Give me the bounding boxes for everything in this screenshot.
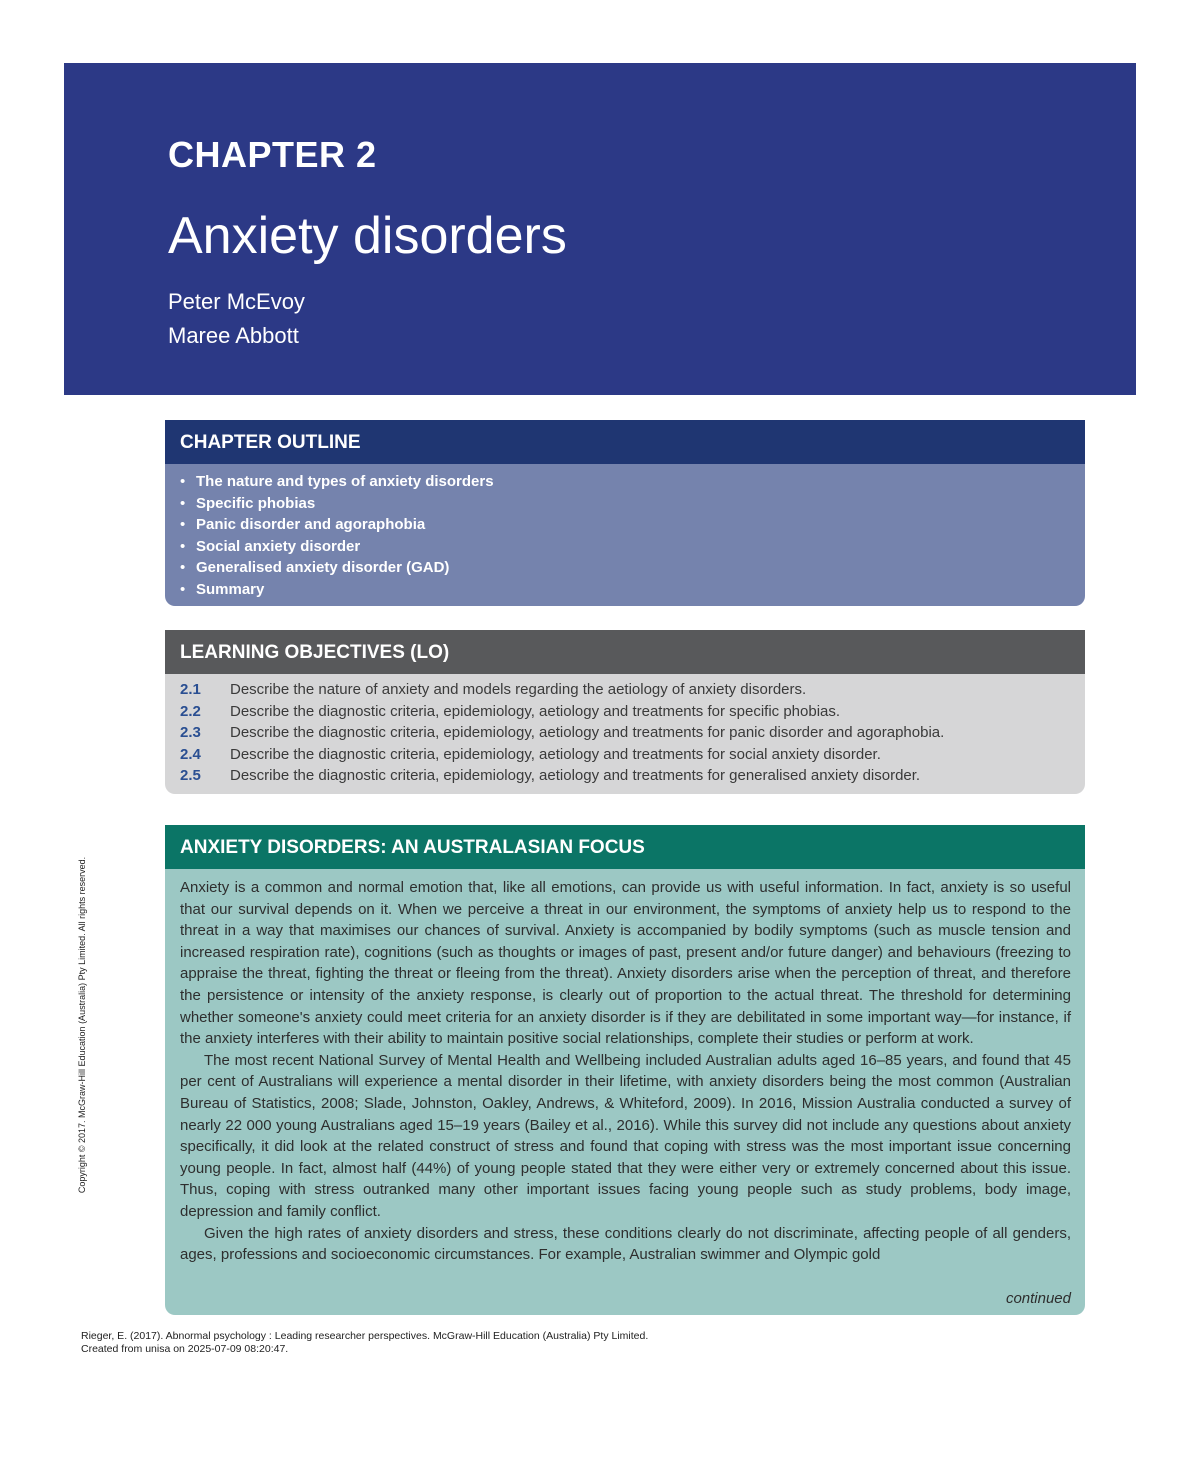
- bullet-icon: •: [180, 559, 186, 577]
- objective-number: 2.5: [180, 767, 201, 785]
- australasian-focus-heading: ANXIETY DISORDERS: AN AUSTRALASIAN FOCUS: [165, 825, 1085, 869]
- objective-row: [180, 701, 1085, 723]
- objective-number: 2.3: [180, 724, 201, 742]
- objective-text: Describe the nature of anxiety and models regarding the aetiology of anxiety disorders.: [230, 681, 807, 698]
- outline-item-text: The nature and types of anxiety disorders: [196, 473, 494, 490]
- footer-citation: Rieger, E. (2017). Abnormal psychology : Leading researcher perspectives. McGraw-Hill Education (Australia) Pty Limited.: [81, 1330, 649, 1342]
- page-footer: [81, 1330, 648, 1356]
- outline-item-text: Summary: [196, 580, 265, 598]
- focus-paragraph: Given the high rates of anxiety disorders and stress, these conditions clearly do not discriminate, affecting people of all genders, ages, professions and socioeconomic circumstances. For example, Australian swimmer and Olympic gold: [180, 1224, 1071, 1264]
- chapter-outline-box: [165, 420, 1085, 606]
- author-name: Maree Abbott: [168, 323, 299, 348]
- author-name: Peter McEvoy: [168, 289, 305, 314]
- australasian-focus-body: [165, 869, 1085, 1266]
- objective-row: [180, 765, 1085, 787]
- learning-objectives-list: [165, 674, 1085, 787]
- bullet-icon: •: [180, 537, 186, 555]
- objective-text: Describe the diagnostic criteria, epidemiology, aetiology and treatments for social anxiety disorder.: [230, 745, 881, 763]
- side-copyright-notice: Copyright © 2017. McGraw-Hill Education (Australia) Pty Limited. All rights reserved.: [77, 856, 87, 1194]
- objective-row: [180, 679, 1085, 701]
- australasian-focus-box: [165, 825, 1085, 1315]
- chapter-outline-list: [165, 464, 1085, 601]
- objective-row: [180, 722, 1085, 744]
- focus-paragraph: Anxiety is a common and normal emotion that, like all emotions, can provide us with useful information. In fact, anxiety is so useful that our survival depends on it. When we perceive a threat in our environment, the symptoms of anxiety help us to respond to the threat in a way that maximises our chances of survival. Anxiety is accompanied by bodily symptoms (such as muscle tension and increased respiration rate), cognitions (such as thoughts or images of past, present and/or future danger) and behaviours (freezing to appraise the threat, fighting the threat or fleeing from the threat). Anxiety disorders arise when the perception of threat, and therefore the persistence or intensity of the anxiety response, is clearly out of proportion to the actual threat. The threshold for determining whether someone's anxiety could meet criteria for an anxiety disorder is if they are debilitated in some important way—for instance, if the anxiety interferes with their ability to maintain positive social relationships, complete their studies or perform at work.: [180, 879, 1071, 1048]
- bullet-icon: •: [180, 516, 186, 534]
- focus-paragraph: The most recent National Survey of Mental Health and Wellbeing included Australian adults aged 16–85 years, and found that 45 per cent of Australians will experience a mental disorder in their lifetime, with anxiety disorders being the most common (Australian Bureau of Statistics, 2008; Slade, Johnston, Oakley, Andrews, & Whiteford, 2009). In 2016, Mission Australia conducted a survey of nearly 22 000 young Australians aged 15–19 years (Bailey et al., 2016). While this survey did not include any questions about anxiety specifically, it did look at the related construct of stress and found that coping with stress was the most important issue concerning young people. In fact, almost half (44%) of young people stated that they were either very or extremely concerned about this issue. Thus, coping with stress outranked many other important issues facing young people such as study problems, body image, depression and family conflict.: [180, 1051, 1071, 1220]
- objective-text: Describe the diagnostic criteria, epidemiology, aetiology and treatments for generalised anxiety disorder.: [230, 767, 921, 785]
- outline-item: [180, 536, 1085, 558]
- objective-number: 2.1: [180, 681, 201, 698]
- outline-item-text: Generalised anxiety disorder (GAD): [196, 559, 450, 577]
- footer-created: Created from unisa on 2025-07-09 08:20:47.: [81, 1343, 289, 1355]
- chapter-outline-heading: CHAPTER OUTLINE: [165, 420, 1085, 464]
- objective-text: Describe the diagnostic criteria, epidemiology, aetiology and treatments for panic disorder and agoraphobia.: [230, 724, 945, 742]
- chapter-label: CHAPTER 2: [168, 134, 377, 175]
- outline-item: [180, 514, 1085, 536]
- chapter-header: [64, 63, 1136, 395]
- chapter-title: Anxiety disorders: [168, 207, 567, 265]
- outline-item: [180, 579, 1085, 601]
- learning-objectives-box: [165, 630, 1085, 794]
- bullet-icon: •: [180, 580, 186, 598]
- learning-objectives-heading: LEARNING OBJECTIVES (LO): [165, 630, 1085, 674]
- objective-number: 2.4: [180, 745, 201, 763]
- objective-row: [180, 744, 1085, 766]
- outline-item: [180, 471, 1085, 493]
- objective-number: 2.2: [180, 702, 201, 720]
- outline-item: [180, 493, 1085, 515]
- bullet-icon: •: [180, 494, 186, 512]
- objective-text: Describe the diagnostic criteria, epidemiology, aetiology and treatments for specific phobias.: [230, 702, 841, 720]
- outline-item: [180, 557, 1085, 579]
- outline-item-text: Social anxiety disorder: [196, 537, 361, 555]
- continued-label: continued: [1005, 1290, 1071, 1307]
- bullet-icon: •: [180, 473, 186, 490]
- outline-item-text: Panic disorder and agoraphobia: [196, 516, 426, 534]
- outline-item-text: Specific phobias: [196, 494, 316, 512]
